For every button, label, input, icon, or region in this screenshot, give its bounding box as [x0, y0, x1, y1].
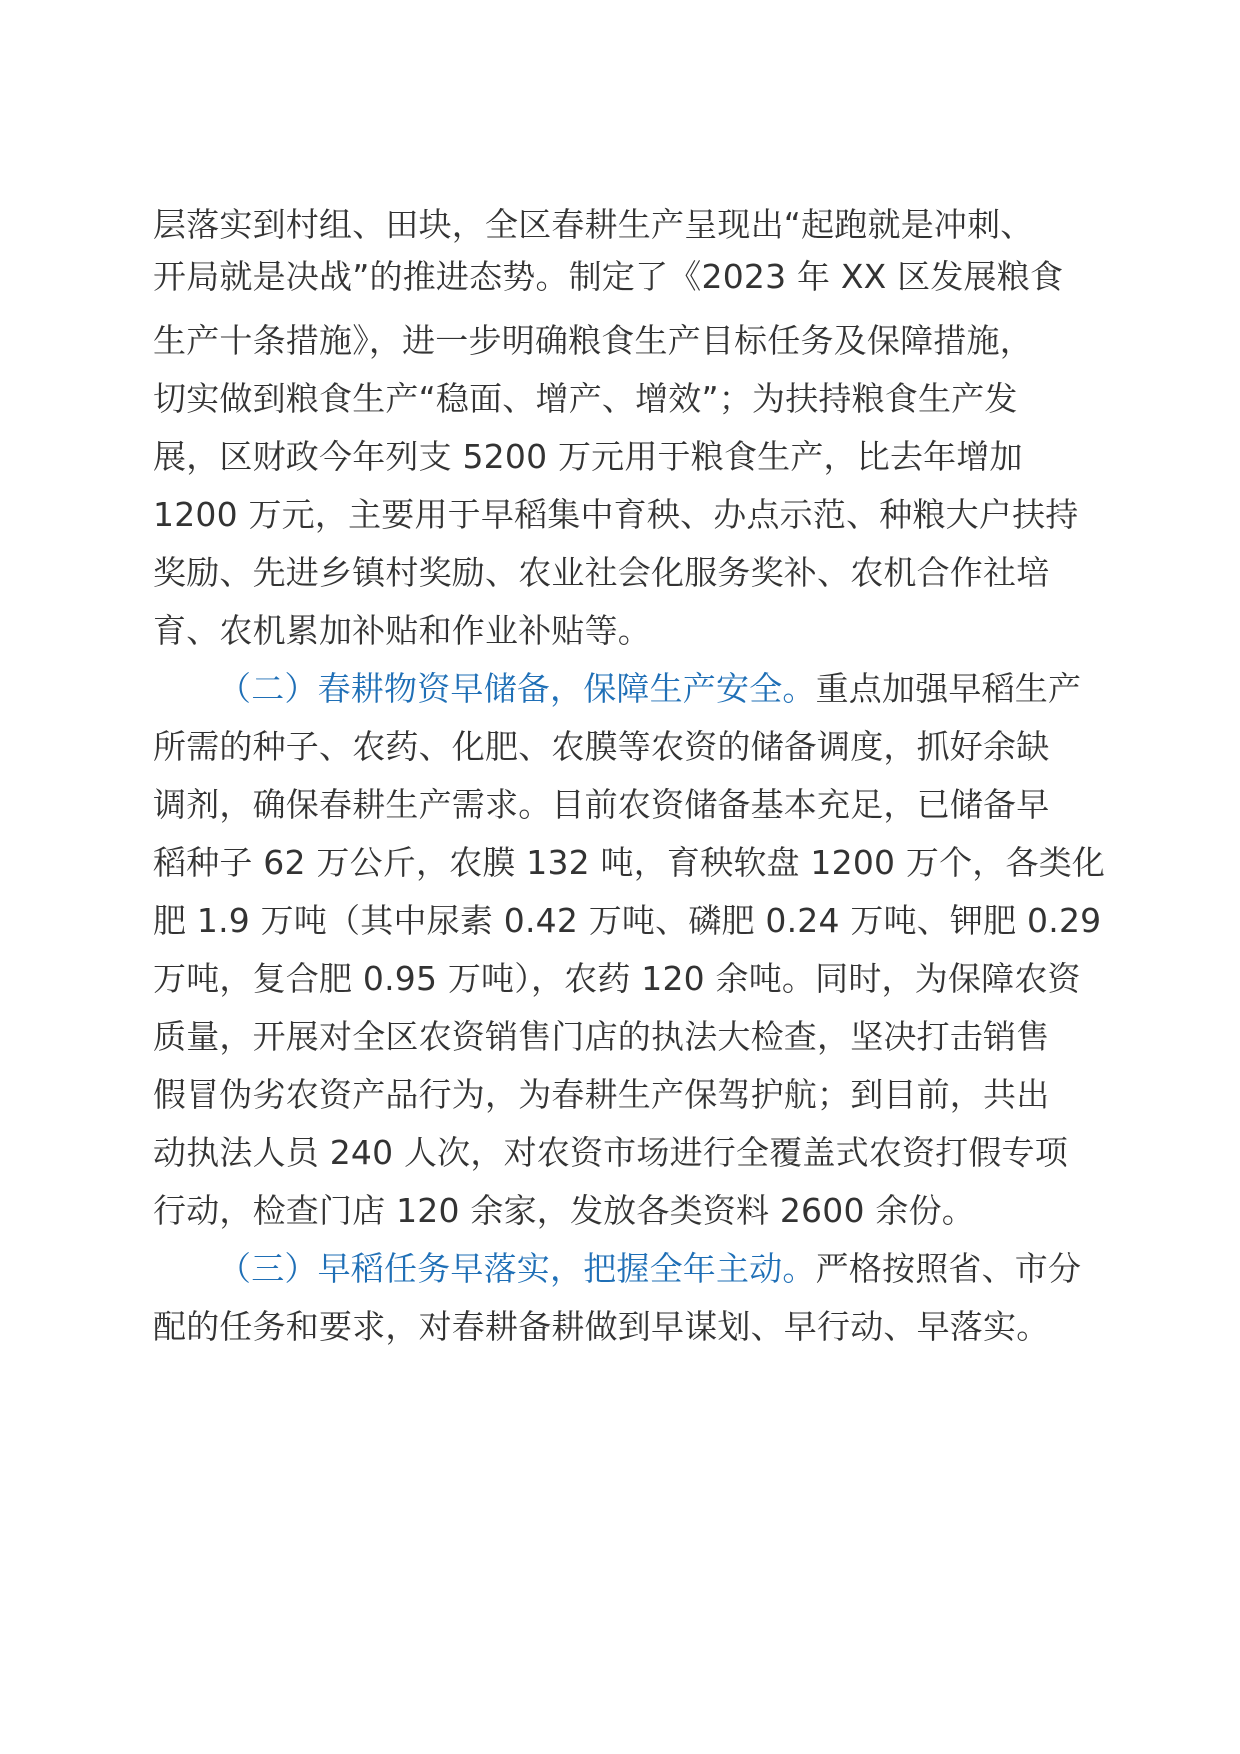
text-line: 肥 1.9 万吨（其中尿素 0.42 万吨、磷肥 0.24 万吨、钾肥 0.29 [153, 901, 1102, 940]
text-line: 开局就是决战”的推进态势。制定了《2023 年 XX 区发展粮食 [153, 257, 1064, 296]
text-line: 所需的种子、农药、化肥、农膜等农资的储备调度，抓好余缺 [153, 727, 1050, 766]
section-2-heading: （二）春耕物资早储备，保障生产安全。 [218, 669, 816, 708]
section-3-text: 严格按照省、市分 [815, 1249, 1082, 1288]
text-line: 动执法人员 240 人次，对农资市场进行全覆盖式农资打假专项 [153, 1133, 1068, 1172]
text-line: 生产十条措施》，进一步明确粮食生产目标任务及保障措施， [153, 321, 1033, 360]
text-line: 展，区财政今年列支 5200 万元用于粮食生产，比去年增加 [153, 437, 1023, 476]
text-line: 调剂，确保春耕生产需求。目前农资储备基本充足，已储备早 [153, 785, 1050, 824]
section-3-paragraph-start [218, 1246, 1081, 1292]
text-line: 层落实到村组、田块，全区春耕生产呈现出“起跑就是冲刺、 [153, 205, 1034, 244]
text-line: 行动，检查门店 120 余家，发放各类资料 2600 余份。 [153, 1191, 975, 1230]
text-line: 1200 万元，主要用于早稻集中育秧、办点示范、种粮大户扶持 [153, 495, 1079, 534]
text-line: 配的任务和要求，对春耕备耕做到早谋划、早行动、早落实。 [153, 1307, 1050, 1346]
section-2-paragraph-start [218, 666, 1081, 712]
text-line: 质量，开展对全区农资销售门店的执法大检查，坚决打击销售 [153, 1017, 1050, 1056]
text-line: 万吨，复合肥 0.95 万吨），农药 120 余吨。同时，为保障农资 [153, 959, 1081, 998]
text-line: 切实做到粮食生产“稳面、增产、增效”；为扶持粮食生产发 [153, 379, 1018, 418]
text-line: 假冒伪劣农资产品行为，为春耕生产保驾护航；到目前，共出 [153, 1075, 1050, 1114]
text-line: 奖励、先进乡镇村奖励、农业社会化服务奖补、农机合作社培 [153, 553, 1050, 592]
section-3-heading: （三）早稻任务早落实，把握全年主动。 [218, 1249, 816, 1288]
text-line: 稻种子 62 万公斤，农膜 132 吨，育秧软盘 1200 万个，各类化 [153, 843, 1106, 882]
text-line: 育、农机累加补贴和作业补贴等。 [153, 611, 651, 650]
section-2-text: 重点加强早稻生产 [815, 669, 1082, 708]
